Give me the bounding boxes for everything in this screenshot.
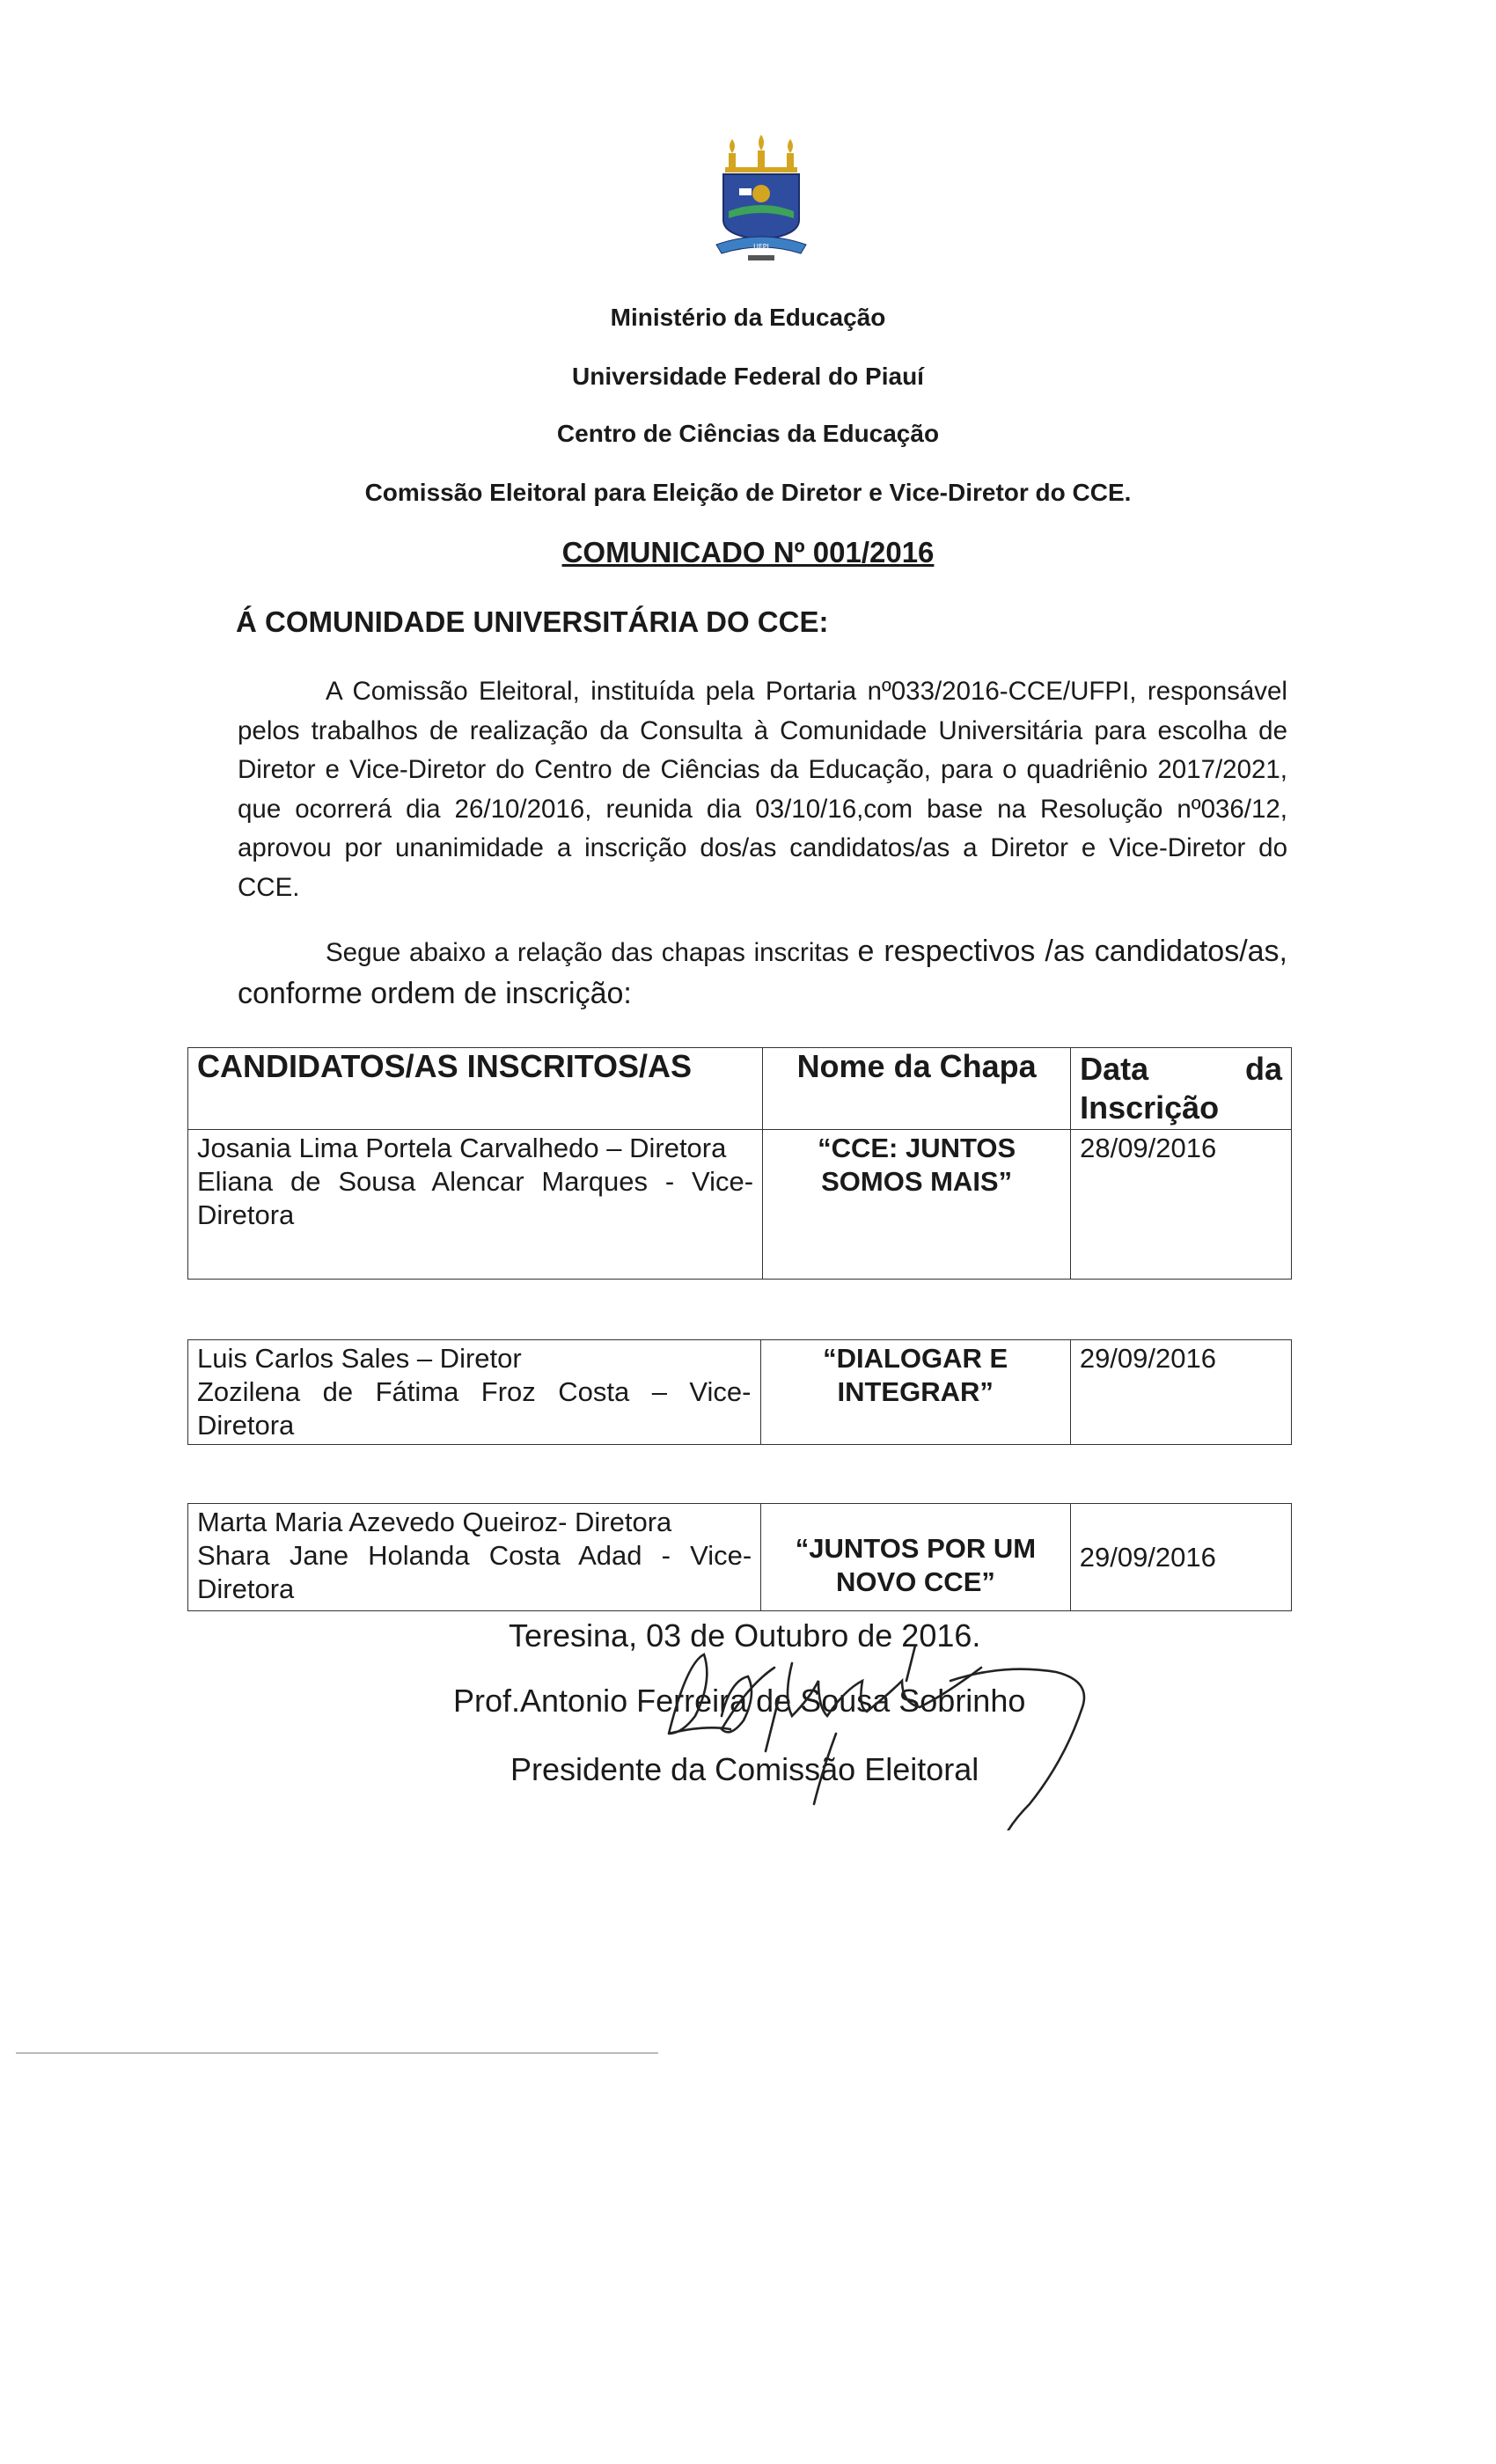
- table-row: [188, 1340, 1292, 1445]
- body-paragraph-2: [238, 931, 1287, 1015]
- candidates-cell: [188, 1130, 763, 1280]
- place-date: Teresina, 03 de Outubro de 2016.: [509, 1617, 981, 1654]
- header-date: Data da Inscrição: [1071, 1048, 1292, 1130]
- slate-name: “CCE: JUNTOS SOMOS MAIS”: [763, 1130, 1071, 1280]
- candidate-vice-director: Shara Jane Holanda Costa Adad - Vice-Diretora: [197, 1540, 752, 1604]
- university-coat-of-arms-icon: [713, 132, 810, 264]
- logo-motto: UFPI: [753, 243, 769, 251]
- candidates-table-2: [187, 1339, 1292, 1445]
- table-row: [188, 1130, 1292, 1280]
- candidates-table-3: [187, 1503, 1292, 1611]
- registration-date: 29/09/2016: [1070, 1504, 1291, 1611]
- handwritten-signature-icon: [616, 1628, 1144, 1830]
- candidate-director: Luis Carlos Sales – Diretor: [197, 1343, 522, 1374]
- header-ministry: Ministério da Educação: [610, 304, 886, 331]
- header-commission: Comissão Eleitoral para Eleição de Diretor e Vice-Diretor do CCE.: [364, 479, 1132, 506]
- university-logo: [713, 132, 810, 264]
- candidates-cell: [188, 1504, 761, 1611]
- page-title: COMUNICADO Nº 001/2016: [561, 536, 935, 568]
- signer-role: Presidente da Comissão Eleitoral: [510, 1751, 979, 1787]
- candidate-director: Josania Lima Portela Carvalhedo – Diretora: [197, 1133, 727, 1163]
- header-university: Universidade Federal do Piauí: [572, 363, 924, 390]
- header-slate: Nome da Chapa: [763, 1048, 1071, 1130]
- salutation: Á COMUNIDADE UNIVERSITÁRIA DO CCE:: [236, 605, 829, 638]
- paragraph-2-part-1: Segue abaixo a relação das chapas inscritas: [326, 938, 858, 967]
- candidates-cell: [188, 1340, 761, 1445]
- candidate-director: Marta Maria Azevedo Queiroz- Diretora: [197, 1507, 672, 1537]
- handwritten-signature: [616, 1628, 1144, 1830]
- registration-date: 29/09/2016: [1070, 1340, 1291, 1445]
- table-header-row: [188, 1048, 1292, 1130]
- scan-divider: [16, 2052, 658, 2054]
- body-paragraph-1: A Comissão Eleitoral, instituída pela Portaria nº033/2016-CCE/UFPI, responsável pelos trabalhos de realização da Consulta à Comunidade Universitária para escolha de Diretor e Vice-Diretor do Centro de Ciências da Educação, para o quadriênio 2017/2021, que ocorrerá dia 26/10/2016, reunida dia 03/10/16,com base na Resolução nº036/12, aprovou por unanimidade a inscrição dos/as candidatos/as a Diretor e Vice-Diretor do CCE.: [238, 677, 1287, 902]
- signer-name: Prof.Antonio Ferreira de Sousa Sobrinho: [453, 1683, 1026, 1719]
- header-candidates: CANDIDATOS/AS INSCRITOS/AS: [188, 1048, 763, 1130]
- candidate-vice-director: Zozilena de Fátima Froz Costa – Vice-Diretora: [197, 1376, 752, 1441]
- slate-name: “JUNTOS POR UM NOVO CCE”: [761, 1504, 1071, 1611]
- registration-date: 28/09/2016: [1071, 1130, 1292, 1280]
- paragraph-2-part-2: e respectivos /as candidatos/as, conforme ordem de inscrição:: [238, 935, 1287, 1010]
- candidate-vice-director: Eliana de Sousa Alencar Marques - Vice-Diretora: [197, 1166, 754, 1230]
- candidates-table-1: [187, 1047, 1292, 1280]
- table-row: [188, 1504, 1292, 1611]
- header-center: Centro de Ciências da Educação: [556, 420, 940, 447]
- slate-name: “DIALOGAR E INTEGRAR”: [760, 1340, 1070, 1445]
